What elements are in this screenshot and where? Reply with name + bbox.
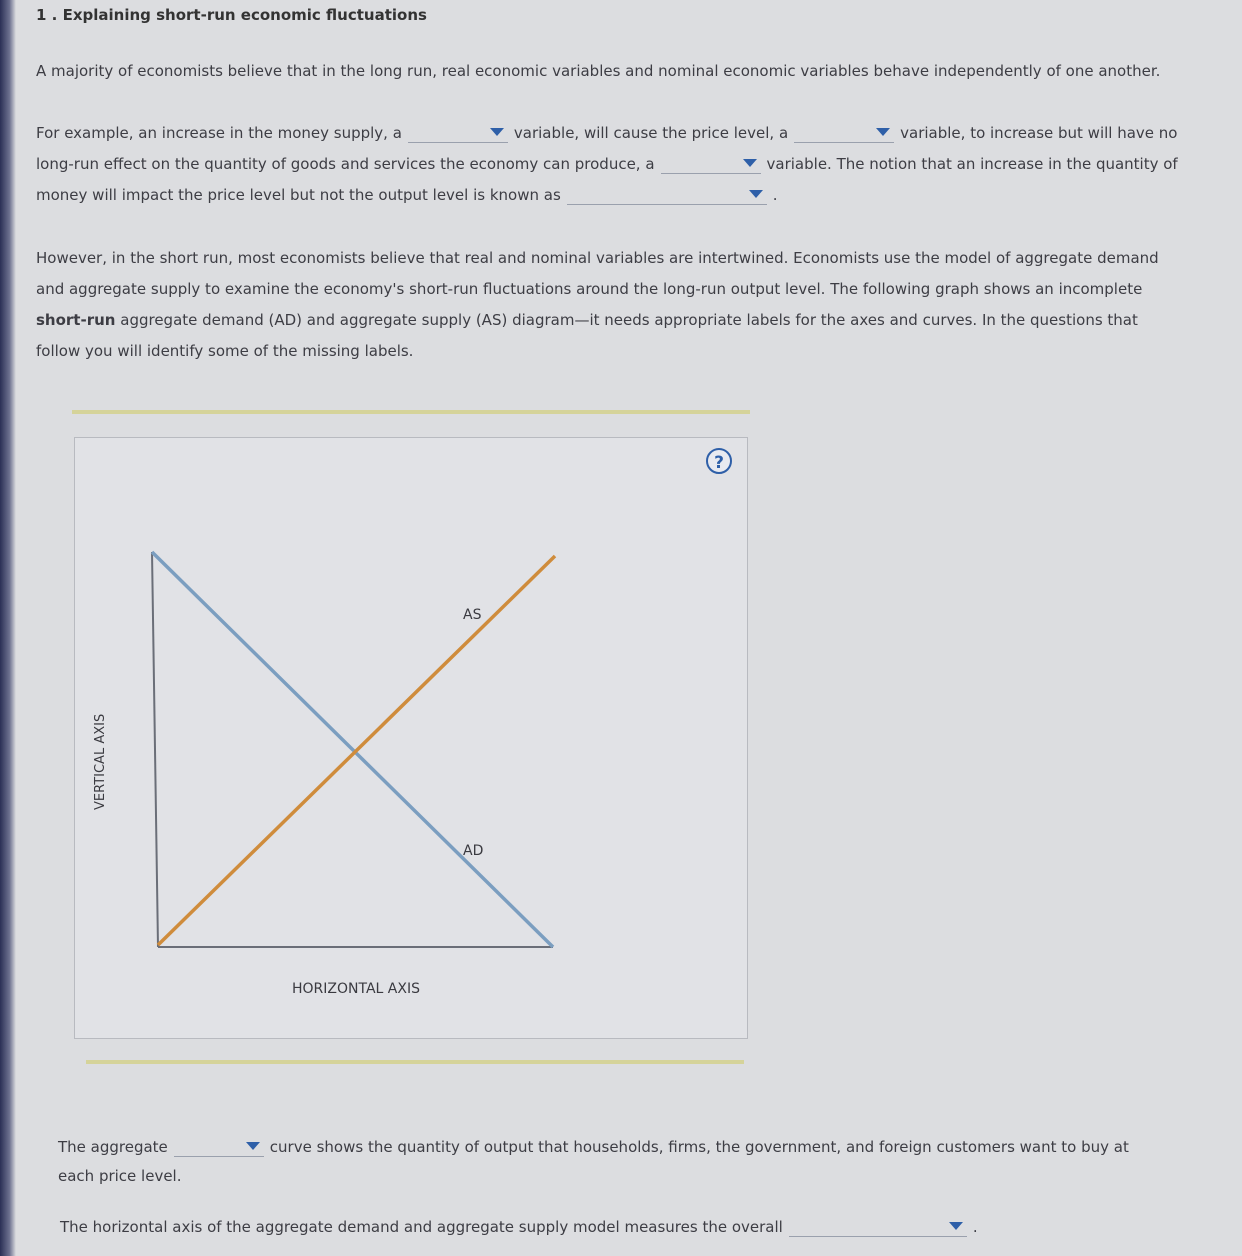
horizontal-axis-question	[60, 1218, 1210, 1237]
help-icon[interactable]: ?	[706, 448, 732, 474]
shortrun-text-1: However, in the short run, most economists believe that real and nominal variables are intertwined. Economists use the model of aggregate demand and aggregate supply to examine the economy's short-run fluctuations around the long-run output level. The following graph shows an incomplete	[36, 249, 1159, 298]
aggregate-text-2: curve shows the quantity of output that households, firms, the government, and foreign customers want to buy at each price level.	[58, 1138, 1129, 1185]
x-axis-label: HORIZONTAL AXIS	[292, 981, 420, 997]
y-axis-label: VERTICAL AXIS	[93, 713, 108, 810]
ad-curve-label: AD	[463, 843, 484, 859]
example-text-3: variable, to increase but will have no long-run effect on the quantity of goods and services the economy can produce, a	[36, 124, 1178, 173]
example-text-1: For example, an increase in the money supply, a	[36, 124, 402, 142]
intro-paragraph: A majority of economists believe that in the long run, real economic variables and nominal economic variables behave independently of one another.	[36, 62, 1161, 80]
question-number: 1	[36, 6, 47, 24]
as-curve-label: AS	[463, 607, 482, 623]
dropdown-arrow-icon	[246, 1142, 260, 1150]
aggregate-curve-question	[58, 1133, 1168, 1191]
shortrun-text-2: aggregate demand (AD) and aggregate supply (AS) diagram—it needs appropriate labels for the axes and curves. In the questions that follow you will identify some of the missing labels.	[36, 311, 1138, 360]
question-title-text: Explaining short-run economic fluctuations	[62, 6, 427, 24]
shortrun-bold: short-run	[36, 311, 116, 329]
horizontal-text-2: .	[972, 1218, 978, 1236]
y-axis-line	[152, 552, 158, 947]
example-text-4: variable. The notion that an increase in the quantity of money will impact the price level but not the output level is known as	[36, 155, 1178, 204]
horizontal-text-1: The horizontal axis of the aggregate demand and aggregate supply model measures the overall	[60, 1218, 783, 1236]
example-text-5: .	[772, 186, 778, 204]
aggregate-curve-dropdown[interactable]	[174, 1138, 264, 1157]
horizontal-axis-dropdown[interactable]	[789, 1218, 967, 1237]
dropdown-arrow-icon	[949, 1222, 963, 1230]
graph-divider-bottom	[86, 1060, 744, 1064]
example-text-2: variable, will cause the price level, a	[513, 124, 789, 142]
aggregate-text-1: The aggregate	[58, 1138, 168, 1156]
ad-curve[interactable]	[152, 552, 553, 947]
question-title: 1 . Explaining short-run economic fluctuations	[36, 6, 427, 24]
